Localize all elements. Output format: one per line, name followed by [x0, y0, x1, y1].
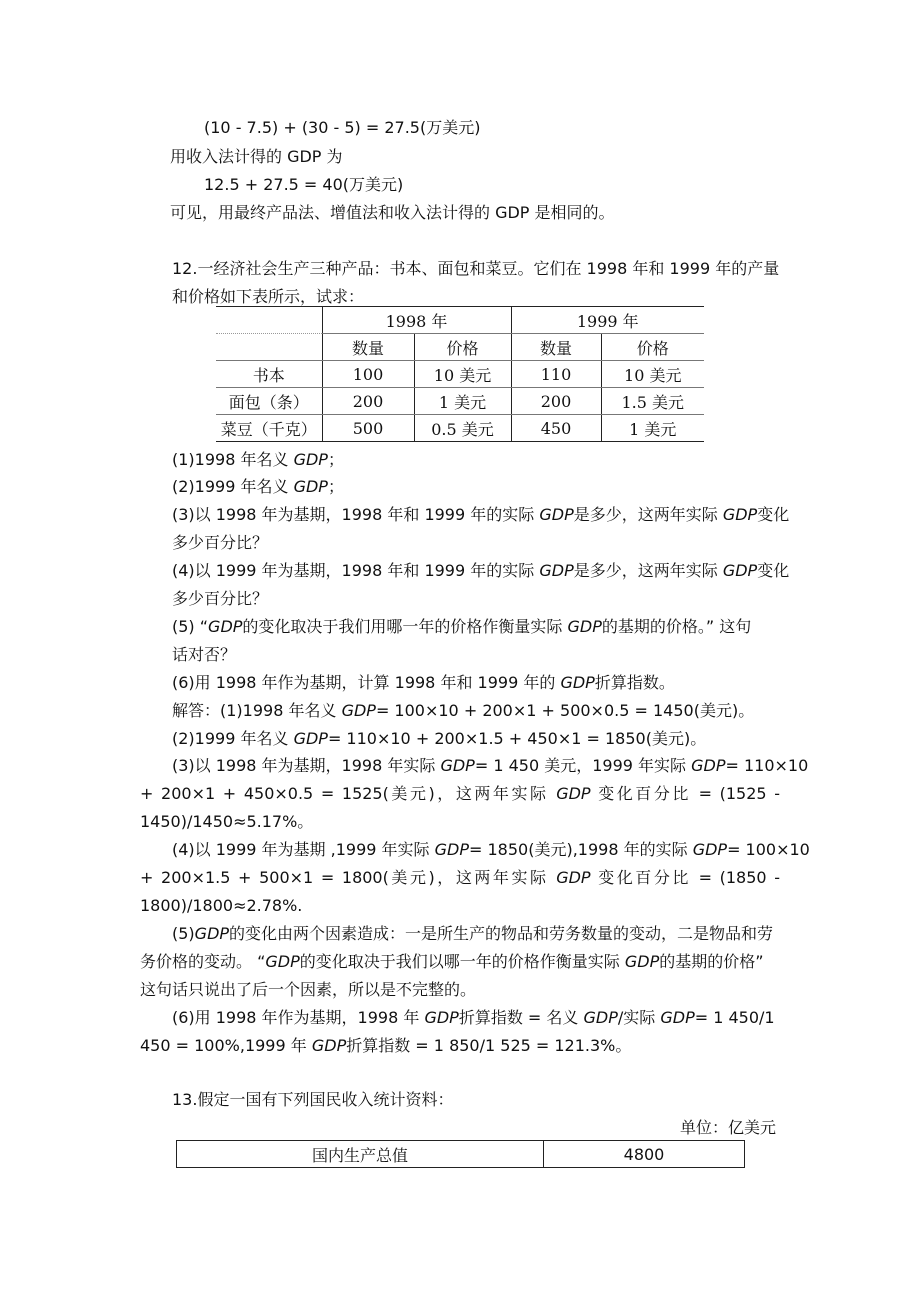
equation-value-added: (10 - 7.5) + (30 - 5) = 27.5(万美元): [204, 118, 481, 137]
table-cell: 1.5 美元: [601, 388, 704, 415]
income-method-heading: 用收入法计得的 GDP 为: [170, 147, 343, 166]
question-12-line1: 12.一经济社会生产三种产品：书本、面包和菜豆。它们在 1998 年和 1999 年的产量: [172, 259, 780, 278]
equation-income-method: 12.5 + 27.5 = 40(万美元): [204, 175, 404, 194]
sub-question-3-cont: 多少百分比？: [172, 533, 269, 552]
answer-5-end: 这句话只说出了后一个因素，所以是不完整的。: [140, 980, 477, 999]
year-header-1999: 1999 年: [511, 307, 704, 334]
sub-question-5-cont: 话对否？: [172, 645, 237, 664]
sub-question-4: (4)以 1999 年为基期，1998 年和 1999 年的实际 GDP是多少，这两年实际 GDP变化: [172, 561, 790, 580]
table-cell: 200: [322, 388, 414, 415]
answer-6-cont: 450 = 100%,1999 年 GDP折算指数 = 1 850/1 525 = 121.3%。: [140, 1036, 632, 1055]
row-label: 面包（条）: [216, 388, 322, 415]
sub-question-2: (2)1999 年名义 GDP；: [172, 477, 344, 496]
row-label: 菜豆（千克）: [216, 415, 322, 442]
answer-3: (3)以 1998 年为基期，1998 年实际 GDP= 1 450 美元，1999 年实际 GDP= 110×10: [172, 756, 809, 775]
table-cell: 500: [322, 415, 414, 442]
unit-label: 单位：亿美元: [680, 1118, 777, 1137]
sub-question-6: (6)用 1998 年作为基期，计算 1998 年和 1999 年的 GDP折算指数。: [172, 673, 675, 692]
answer-4-cont: + 200×1.5 + 500×1 = 1800(美元)，这两年实际 GDP 变化百分比 = (1850 -: [140, 868, 780, 887]
answer-2: (2)1999 年名义 GDP= 110×10 + 200×1.5 + 450×1 = 1850(美元)。: [172, 729, 707, 748]
conclusion-text: 可见，用最终产品法、增值法和收入法计得的 GDP 是相同的。: [170, 203, 615, 222]
column-header: 价格: [414, 334, 511, 361]
answer-5-cont: 务价格的变动。 “GDP的变化取决于我们以哪一年的价格作衡量实际 GDP的基期的价格”: [140, 952, 764, 971]
question-12-line2: 和价格如下表所示，试求：: [172, 287, 365, 306]
table-corner-cell: [216, 334, 322, 361]
column-header: 数量: [511, 334, 601, 361]
table-row: [216, 415, 704, 442]
table-corner-cell: [216, 307, 322, 334]
table-cell: 0.5 美元: [414, 415, 511, 442]
table-cell: 110: [511, 361, 601, 388]
answer-6: (6)用 1998 年作为基期，1998 年 GDP折算指数 = 名义 GDP/实际 GDP= 1 450/1: [172, 1008, 775, 1027]
answer-3-result: 1450)/1450≈5.17%。: [140, 812, 314, 831]
sub-question-4-cont: 多少百分比？: [172, 589, 269, 608]
sub-question-5: (5) “GDP的变化取决于我们用哪一年的价格作衡量实际 GDP的基期的价格。” 这句: [172, 617, 752, 636]
table-cell: 450: [511, 415, 601, 442]
table-row: [177, 1141, 745, 1168]
table-row: [216, 388, 704, 415]
row-label: 国内生产总值: [177, 1141, 544, 1168]
answer-3-cont: + 200×1 + 450×0.5 = 1525(美元)，这两年实际 GDP 变化百分比 = (1525 -: [140, 784, 780, 803]
table-cell: 10 美元: [601, 361, 704, 388]
answer-1: 解答：(1)1998 年名义 GDP= 100×10 + 200×1 + 500×0.5 = 1450(美元)。: [172, 701, 755, 720]
column-header: 价格: [601, 334, 704, 361]
answer-4-result: 1800)/1800≈2.78%.: [140, 896, 303, 915]
table-cell: 100: [322, 361, 414, 388]
table-cell: 1 美元: [601, 415, 704, 442]
sub-question-3: (3)以 1998 年为基期，1998 年和 1999 年的实际 GDP是多少，这两年实际 GDP变化: [172, 505, 790, 524]
row-label: 书本: [216, 361, 322, 388]
table-cell: 200: [511, 388, 601, 415]
production-price-table: [216, 306, 704, 442]
table-cell: 4800: [544, 1141, 745, 1168]
question-13: 13.假定一国有下列国民收入统计资料：: [172, 1090, 454, 1109]
answer-4: (4)以 1999 年为基期 ,1999 年实际 GDP= 1850(美元),1998 年的实际 GDP= 100×10: [172, 840, 810, 859]
sub-question-1: (1)1998 年名义 GDP；: [172, 450, 344, 469]
column-header: 数量: [322, 334, 414, 361]
table-row: [216, 361, 704, 388]
year-header-1998: 1998 年: [322, 307, 511, 334]
national-income-table: [176, 1140, 745, 1168]
table-cell: 10 美元: [414, 361, 511, 388]
answer-5: (5)GDP的变化由两个因素造成：一是所生产的物品和劳务数量的变动，二是物品和劳: [172, 924, 774, 943]
table-cell: 1 美元: [414, 388, 511, 415]
